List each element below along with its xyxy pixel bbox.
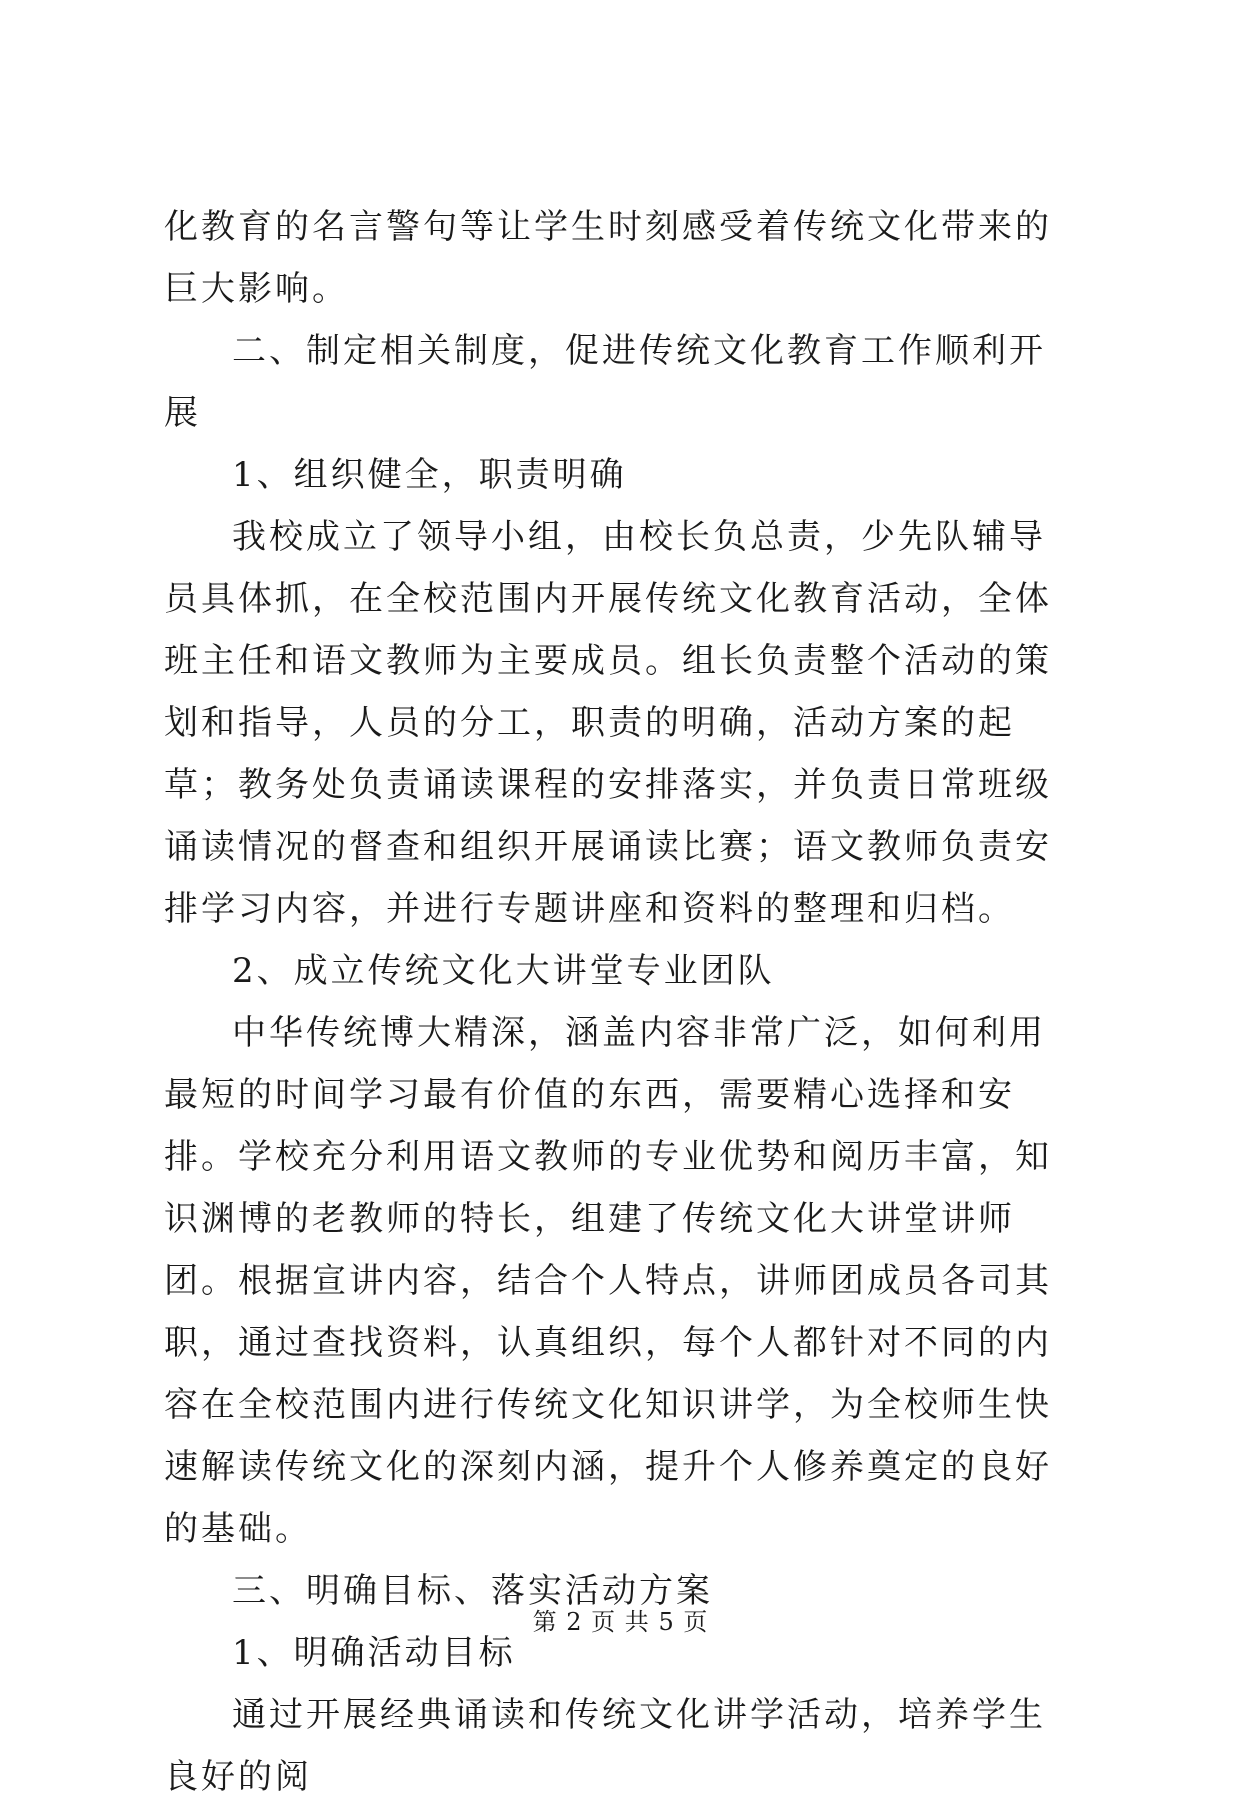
document-body — [164, 196, 1080, 1808]
paragraph-continuation: 化教育的名言警句等让学生时刻感受着传统文化带来的巨大影响。 — [164, 207, 1052, 309]
paragraph-goals: 通过开展经典诵读和传统文化讲学活动，培养学生良好的阅 — [164, 1695, 1046, 1797]
section-heading-2: 二、制定相关制度，促进传统文化教育工作顺利开展 — [164, 331, 1046, 433]
subheading-3-1: 1、明确活动目标 — [232, 1633, 516, 1673]
section-heading-3: 三、明确目标、落实活动方案 — [232, 1571, 713, 1611]
subheading-2-1: 1、组织健全，职责明确 — [232, 455, 627, 495]
paragraph-lecture-team: 中华传统博大精深，涵盖内容非常广泛，如何利用最短的时间学习最有价值的东西，需要精心选择和安排。学校充分利用语文教师的专业优势和阅历丰富，知识渊博的老教师的特长，组建了传统文化大讲堂讲师团。根据宣讲内容，结合个人特点，讲师团成员各司其职，通过查找资料，认真组织，每个人都针对不同的内容在全校范围内进行传统文化知识讲学，为全校师生快速解读传统文化的深刻内涵，提升个人修养奠定的良好的基础。 — [164, 1013, 1052, 1549]
paragraph-organization: 我校成立了领导小组，由校长负总责，少先队辅导员具体抓，在全校范围内开展传统文化教育活动，全体班主任和语文教师为主要成员。组长负责整个活动的策划和指导，人员的分工，职责的明确，活动方案的起草；教务处负责诵读课程的安排落实，并负责日常班级诵读情况的督查和组织开展诵读比赛；语文教师负责安排学习内容，并进行专题讲座和资料的整理和归档。 — [164, 517, 1052, 929]
page-footer — [0, 1602, 1241, 1637]
subheading-2-2: 2、成立传统文化大讲堂专业团队 — [232, 951, 775, 991]
page-number-label: 第 2 页 共 5 页 — [532, 1608, 709, 1636]
